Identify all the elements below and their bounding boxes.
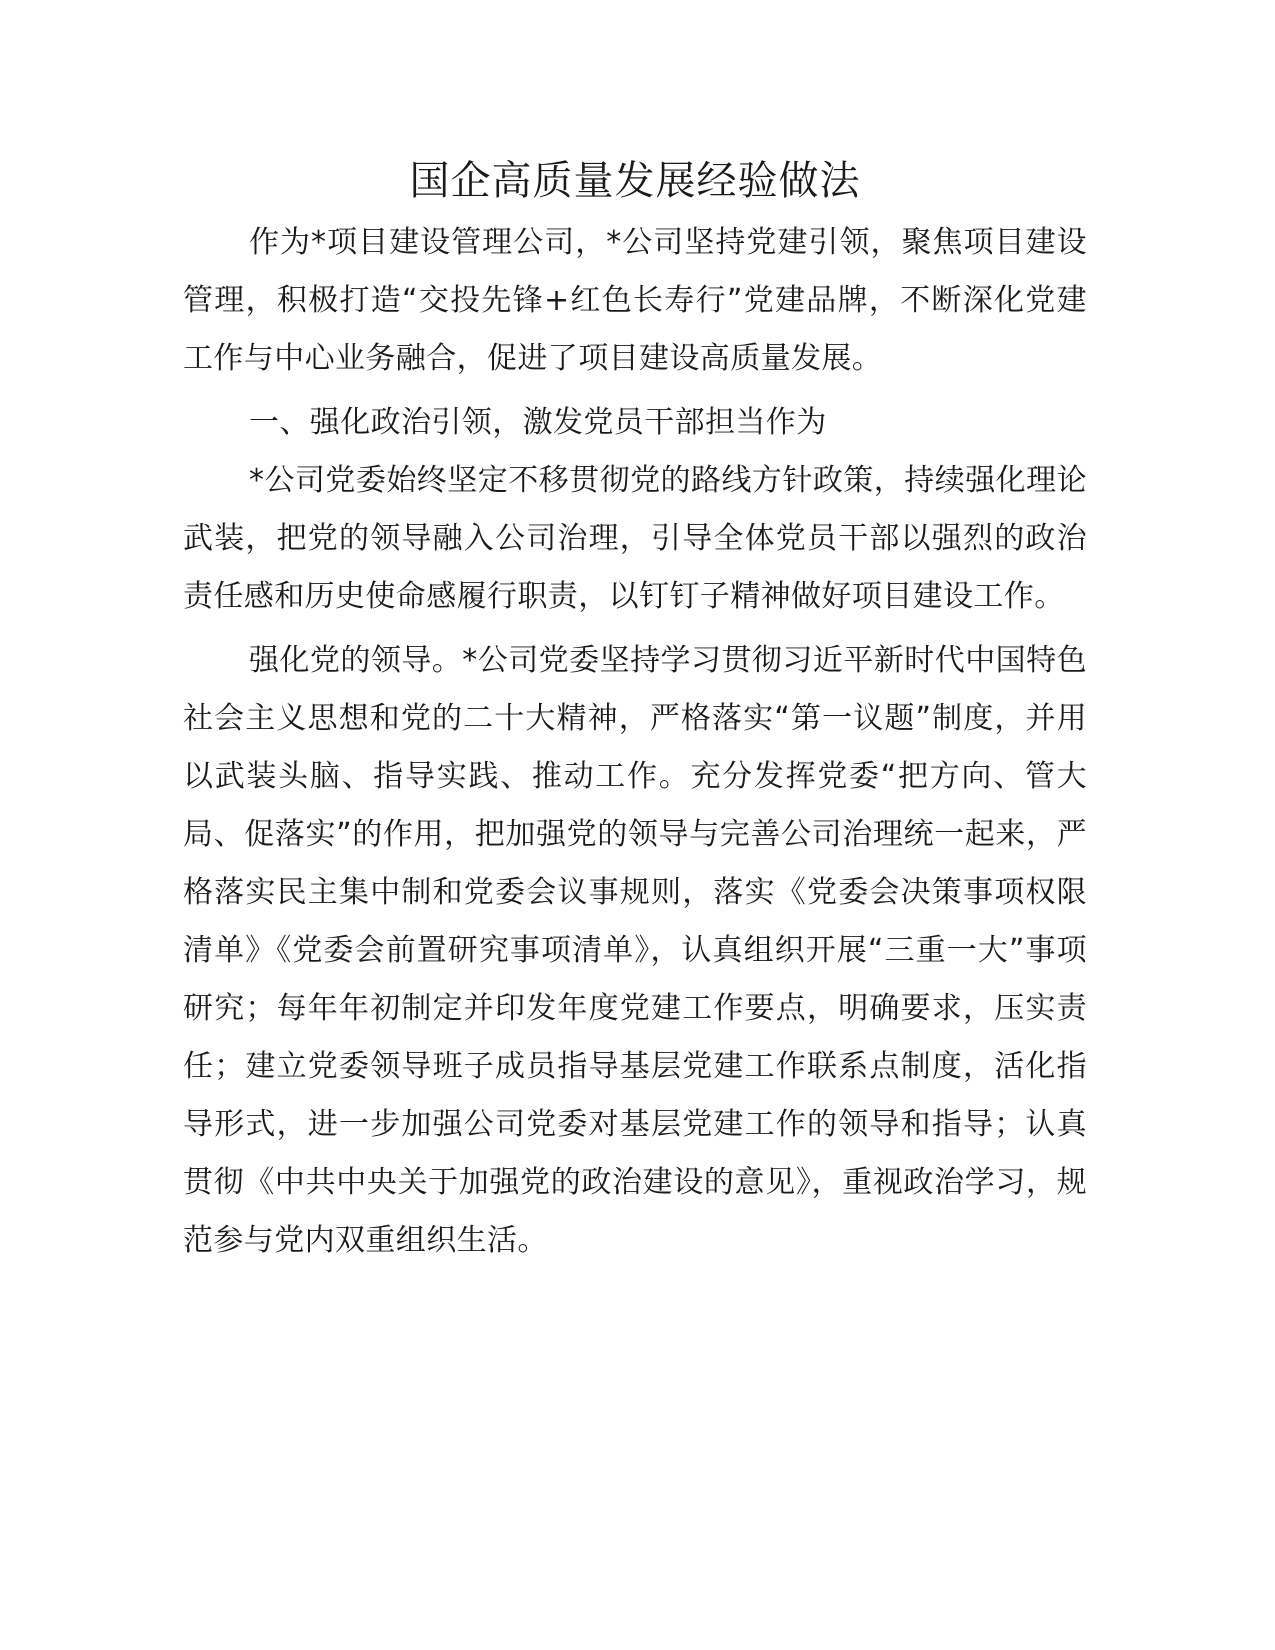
section-1-paragraph: *公司党委始终坚定不移贯彻党的路线方针政策，持续强化理论武装，把党的领导融入公司治理，引导全体党员干部以强烈的政治责任感和历史使命感履行职责，以钉钉子精神做好项目建设工作。 <box>183 463 1087 614</box>
intro-paragraph: 作为*项目建设管理公司，*公司坚持党建引领，聚焦项目建设管理，积极打造“交投先锋+红色长寿行”党建品牌，不断深化党建工作与中心业务融合，促进了项目建设高质量发展。 <box>183 225 1087 376</box>
party-leadership-paragraph: 强化党的领导。*公司党委坚持学习贯彻习近平新时代中国特色社会主义思想和党的二十大精神，严格落实“第一议题”制度，并用以武装头脑、指导实践、推动工作。充分发挥党委“把方向、管大局、促落实”的作用，把加强党的领导与完善公司治理统一起来，严格落实民主集中制和党委会议事规则，落实《党委会决策事项权限清单》《党委会前置研究事项清单》，认真组织开展“三重一大”事项研究；每年年初制定并印发年度党建工作要点，明确要求，压实责任；建立党委领导班子成员指导基层党建工作联系点制度，活化指导形式，进一步加强公司党委对基层党建工作的领导和指导；认真贯彻《中共中央关于加强党的政治建设的意见》，重视政治学习，规范参与党内双重组织生活。 <box>183 643 1087 1258</box>
document-body <box>183 150 1087 1270</box>
section-heading-1: 一、强化政治引领，激发党员干部担当作为 <box>249 405 827 440</box>
document-title: 国企高质量发展经验做法 <box>409 158 861 204</box>
